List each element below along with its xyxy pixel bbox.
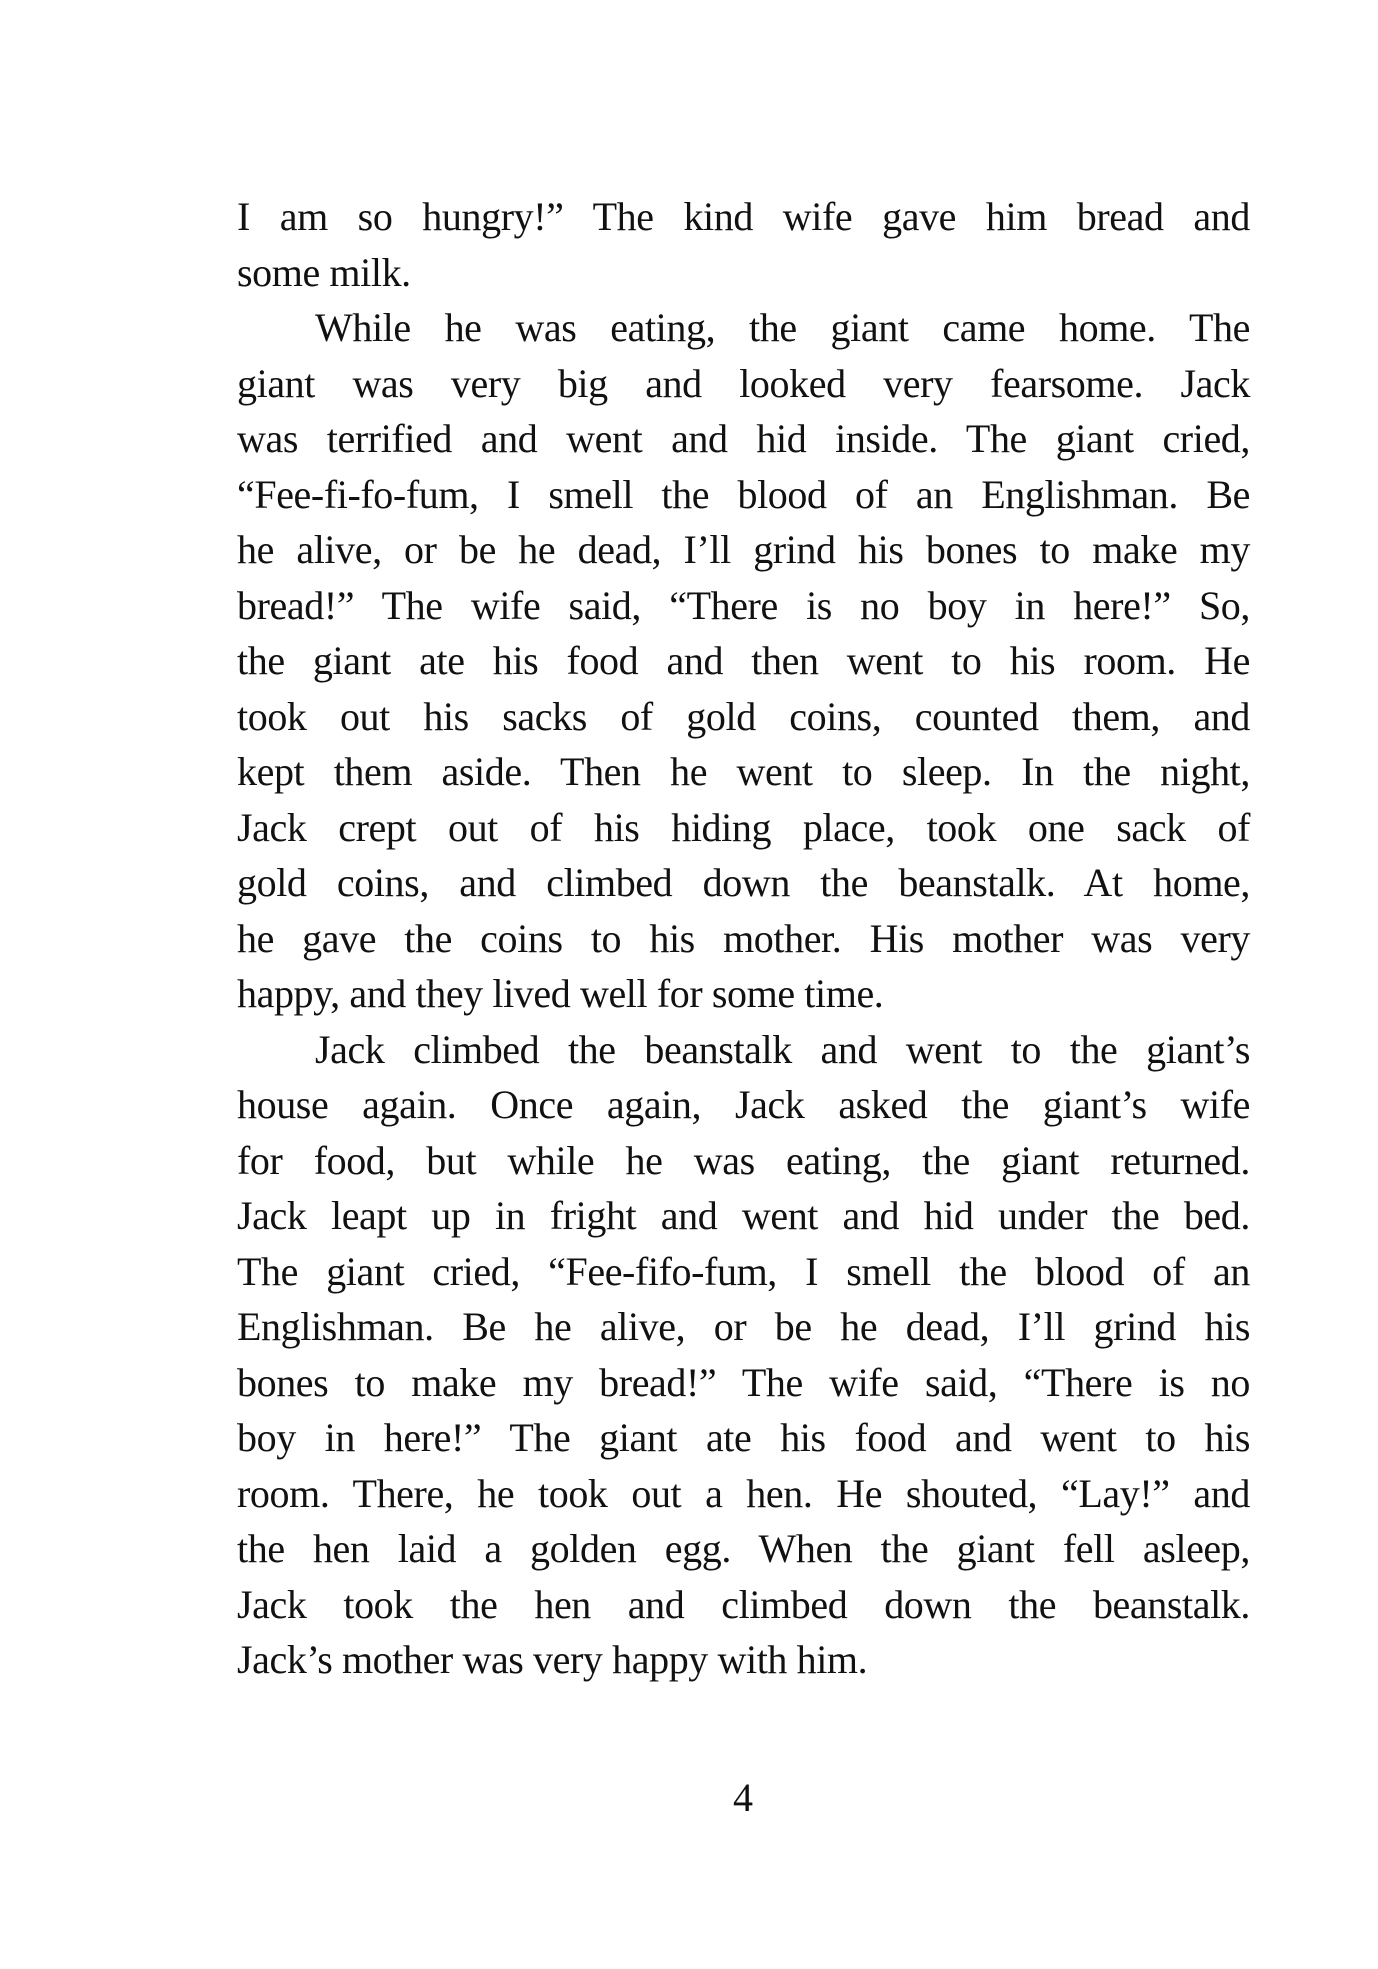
text-line: happy, and they lived well for some time.	[237, 971, 884, 1016]
text-line: Jack’s mother was very happy with him.	[237, 1637, 868, 1682]
text-line: I am so hungry!” The kind wife gave him bread and	[237, 194, 1250, 239]
page-number: 4	[733, 1775, 753, 1820]
paragraph-2	[237, 300, 1250, 1022]
text-line: While he was eating, the giant came home. The	[315, 305, 1250, 350]
text-line: took out his sacks of gold coins, counted them, and	[237, 693, 1250, 739]
text-line: he gave the coins to his mother. His mother was very	[237, 915, 1250, 961]
text-line: the giant ate his food and then went to his room. He	[237, 638, 1250, 683]
story-text	[237, 189, 1250, 1688]
text-line: the hen laid a golden egg. When the giant fell asleep,	[237, 1526, 1250, 1571]
text-line: room. There, he took out a hen. He shouted, “Lay!” and	[237, 1470, 1250, 1516]
text-line: some milk.	[237, 249, 411, 295]
text-line: Jack climbed the beanstalk and went to the giant’s	[315, 1026, 1250, 1072]
paragraph-1	[237, 189, 1250, 300]
text-line: for food, but while he was eating, the giant returned.	[237, 1137, 1250, 1183]
text-line: was terrified and went and hid inside. The giant cried,	[237, 416, 1250, 461]
text-line: Jack crept out of his hiding place, took one sack of	[237, 804, 1250, 850]
text-line: bread!” The wife said, “There is no boy in here!” So,	[237, 582, 1250, 628]
text-line: boy in here!” The giant ate his food and went to his	[237, 1415, 1250, 1460]
text-line: Englishman. Be he alive, or be he dead, I’ll grind his	[237, 1304, 1250, 1349]
text-line: he alive, or be he dead, I’ll grind his bones to make my	[237, 527, 1250, 572]
text-line: “Fee-fi-fo-fum, I smell the blood of an Englishman. Be	[237, 471, 1250, 517]
text-line: The giant cried, “Fee-fifo-fum, I smell the blood of an	[237, 1248, 1250, 1294]
text-line: house again. Once again, Jack asked the giant’s wife	[237, 1082, 1250, 1127]
text-line: Jack leapt up in fright and went and hid under the bed.	[237, 1193, 1250, 1238]
paragraph-3	[237, 1022, 1250, 1688]
text-line: bones to make my bread!” The wife said, “There is no	[237, 1359, 1250, 1405]
text-line: gold coins, and climbed down the beanstalk. At home,	[237, 860, 1250, 905]
text-line: Jack took the hen and climbed down the beanstalk.	[237, 1581, 1250, 1627]
text-line: giant was very big and looked very fearsome. Jack	[237, 360, 1250, 406]
text-line: kept them aside. Then he went to sleep. In the night,	[237, 749, 1250, 794]
